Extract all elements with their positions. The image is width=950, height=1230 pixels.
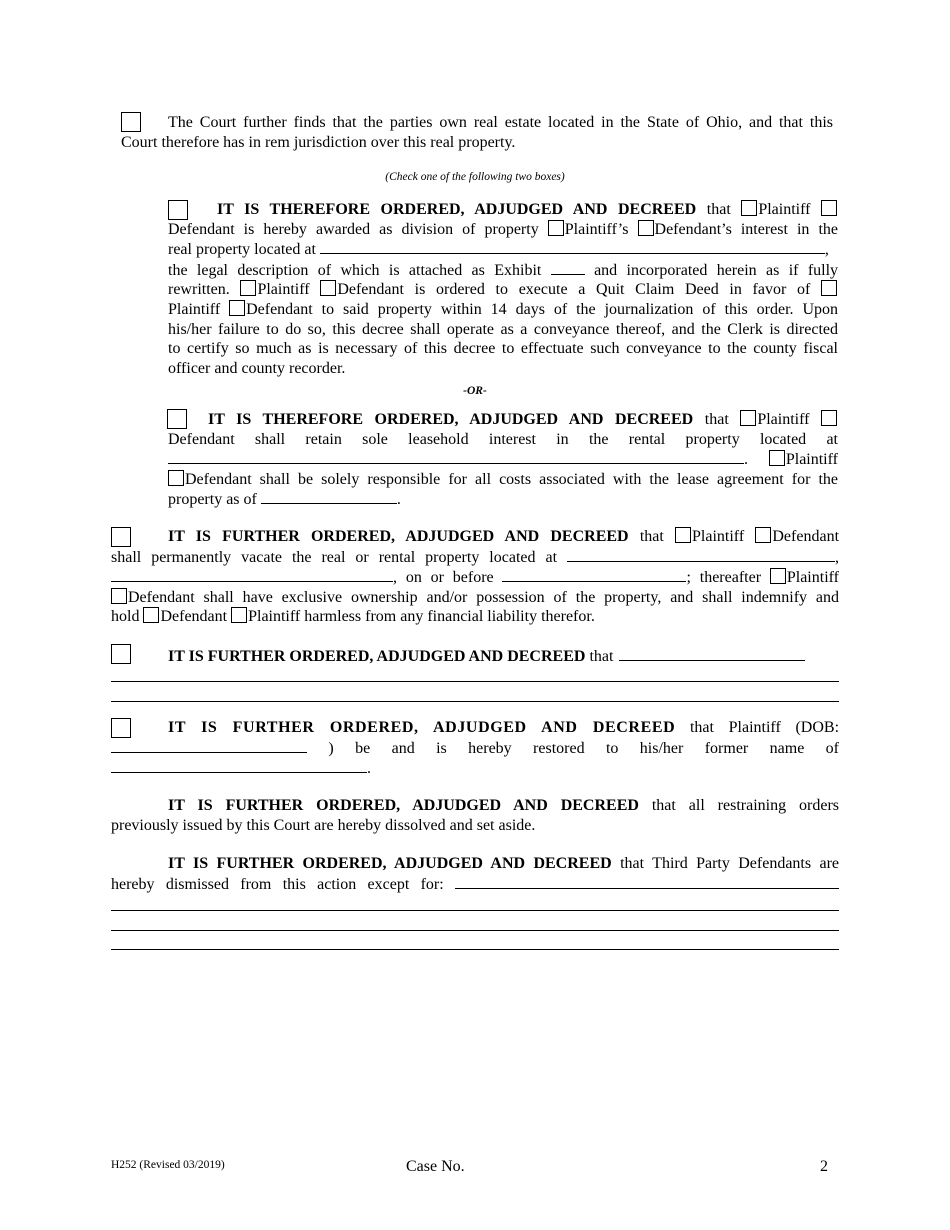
rewritten-text: rewritten. (168, 281, 230, 299)
defendant-label: Defendant (160, 608, 228, 626)
restraining-orders-order (111, 796, 839, 835)
within-14-days-text: Defendant to said property within 14 days of the journalization of this order. Upon (246, 300, 839, 318)
except-for-line-1[interactable] (111, 910, 839, 911)
conveyance-text: his/her failure to do so, this decree shall operate as a conveyance thereof, and the Clerk is directed (168, 320, 838, 338)
vacate-date-blank[interactable] (502, 567, 686, 582)
in-rem-line-2: Court therefore has in rem jurisdiction over this real property. (121, 133, 516, 151)
vacate-defendant-checkbox[interactable] (755, 527, 771, 543)
order-heading: IT IS FURTHER ORDERED, ADJUDGED AND DECREED (168, 855, 612, 872)
or-separator: -OR- (463, 385, 487, 397)
defendant-checkbox[interactable] (821, 200, 837, 216)
recorder-text: officer and county recorder. (168, 359, 346, 377)
leasehold-text: Defendant shall retain sole leasehold interest in the rental property located at (168, 430, 838, 448)
in-rem-line-1: The Court further finds that the parties own real estate located in the State of Ohio, and that this (168, 114, 833, 131)
name-restore-order (111, 718, 839, 779)
favor-defendant-checkbox[interactable] (229, 300, 245, 316)
exhibit-blank[interactable] (551, 260, 585, 275)
restored-text: ) be and is hereby restored to his/her former name of (328, 739, 840, 757)
period: . (367, 760, 371, 778)
vacate-order: IT IS FURTHER ORDERED, ADJUDGED AND DECREED that Plaintiff Defendant shall permanently vacate the real or rental property located at , , on or before ; thereafter Plaintiff Defendant shall have exclusive ownership and/or possession of the property, and shall indemnify and hold Defendant Plaintiff harmless from any financial liability therefor. (111, 528, 840, 626)
further-order-line-1[interactable] (111, 681, 839, 682)
ownership-defendant-checkbox[interactable] (111, 588, 127, 604)
plaintiff-label: Plaintiff (785, 451, 838, 469)
thereafter-label: ; thereafter (686, 569, 762, 587)
except-for-blank[interactable] (455, 874, 839, 889)
hold-plaintiff-checkbox[interactable] (231, 607, 247, 623)
dismissed-text: hereby dismissed from this action except for: (111, 875, 444, 893)
dob-label: that Plaintiff (DOB: (689, 719, 840, 736)
third-party-order (111, 854, 839, 894)
awarded-text: Defendant is hereby awarded as division of property (168, 220, 539, 238)
legal-description-text: the legal description of which is attached as Exhibit (168, 261, 542, 279)
order-heading: IT IS FURTHER ORDERED, ADJUDGED AND DECREED (168, 719, 676, 736)
division-property-order (168, 200, 838, 378)
in-rem-finding (121, 113, 833, 152)
leasehold-order (168, 410, 838, 510)
case-number-label: Case No. (406, 1158, 465, 1175)
plaintiffs-interest-checkbox[interactable] (548, 220, 564, 236)
check-instruction: (Check one of the following two boxes) (385, 171, 565, 183)
plaintiff-checkbox[interactable] (740, 410, 756, 426)
hold-text: hold (111, 608, 140, 626)
qcd-plaintiff-checkbox[interactable] (240, 280, 256, 296)
period: . (744, 451, 748, 469)
except-for-line-2[interactable] (111, 930, 839, 931)
certify-text: to certify so much as is necessary of this decree to effectuate such conveyance to the county fiscal (168, 340, 838, 358)
property-located-label: real property located at (168, 241, 316, 259)
vacate-plaintiff-checkbox[interactable] (675, 527, 691, 543)
hold-defendant-checkbox[interactable] (143, 607, 159, 623)
favor-plaintiff-checkbox[interactable] (821, 280, 837, 296)
defendant-checkbox[interactable] (821, 410, 837, 426)
dissolved-text: previously issued by this Court are hereby dissolved and set aside. (111, 816, 536, 834)
further-order-line-2[interactable] (111, 701, 839, 702)
that-text: that (706, 201, 731, 218)
vacate-address-blank[interactable] (567, 547, 835, 562)
plaintiff-label: Plaintiff (692, 528, 745, 545)
plaintiff-checkbox[interactable] (741, 200, 757, 216)
vacate-address-blank-2[interactable] (111, 567, 393, 582)
further-order-checkbox[interactable] (111, 644, 131, 664)
that-text: that (704, 411, 729, 428)
defendants-interest-checkbox[interactable] (638, 220, 654, 236)
order-heading: IT IS FURTHER ORDERED, ADJUDGED AND DECREED (168, 528, 629, 545)
property-address-blank[interactable] (320, 239, 825, 254)
except-for-line-3[interactable] (111, 949, 839, 950)
order-heading: IT IS FURTHER ORDERED, ADJUDGED AND DECREED (168, 648, 586, 665)
incorporated-text: and incorporated herein as if fully (594, 261, 839, 279)
property-as-of-label: property as of (168, 491, 257, 509)
plaintiff-label: Plaintiff (257, 281, 310, 299)
defendant-label: Defendant (772, 528, 840, 545)
lease-costs-text: Defendant shall be solely responsible for all costs associated with the lease agreement for the (185, 470, 838, 488)
responsible-plaintiff-checkbox[interactable] (769, 450, 785, 466)
further-order (168, 646, 839, 667)
vacate-text: shall permanently vacate the real or rental property located at (111, 548, 558, 566)
order-heading: IT IS THEREFORE ORDERED, ADJUDGED AND DECREED (217, 201, 697, 218)
responsible-defendant-checkbox[interactable] (168, 470, 184, 486)
period: . (396, 491, 401, 509)
plaintiff-label: Plaintiff (168, 300, 221, 318)
defendants-interest-label: Defendant’s interest in the (654, 220, 839, 238)
that-text: that (639, 528, 664, 545)
order-heading: IT IS THEREFORE ORDERED, ADJUDGED AND DECREED (208, 411, 694, 428)
comma: , (824, 241, 829, 259)
third-party-text: that Third Party Defendants are (620, 855, 840, 872)
plaintiffs-label: Plaintiff’s (564, 220, 629, 238)
ownership-plaintiff-checkbox[interactable] (770, 568, 786, 584)
plaintiff-label: Plaintiff (758, 201, 811, 218)
form-id: H252 (Revised 03/2019) (111, 1159, 225, 1171)
quit-claim-text: Defendant is ordered to execute a Quit Claim Deed in favor of (337, 281, 811, 299)
order-heading: IT IS FURTHER ORDERED, ADJUDGED AND DECREED (168, 797, 639, 814)
plaintiff-label: Plaintiff (757, 411, 810, 428)
harmless-text: Plaintiff harmless from any financial liability therefor. (248, 608, 595, 626)
as-of-date-blank[interactable] (261, 489, 397, 504)
restraining-text: that all restraining orders (651, 797, 840, 814)
rental-address-blank[interactable] (168, 449, 744, 464)
that-text: that (589, 648, 614, 665)
dob-blank[interactable] (111, 738, 307, 753)
ownership-text: Defendant shall have exclusive ownership and/or possession of the property, and shall indemnify and (128, 588, 839, 606)
on-or-before-label: , on or before (393, 569, 494, 587)
former-name-blank[interactable] (111, 758, 367, 773)
page-number: 2 (820, 1158, 828, 1175)
further-order-blank[interactable] (619, 646, 805, 661)
plaintiff-label: Plaintiff (786, 569, 840, 587)
qcd-defendant-checkbox[interactable] (320, 280, 336, 296)
